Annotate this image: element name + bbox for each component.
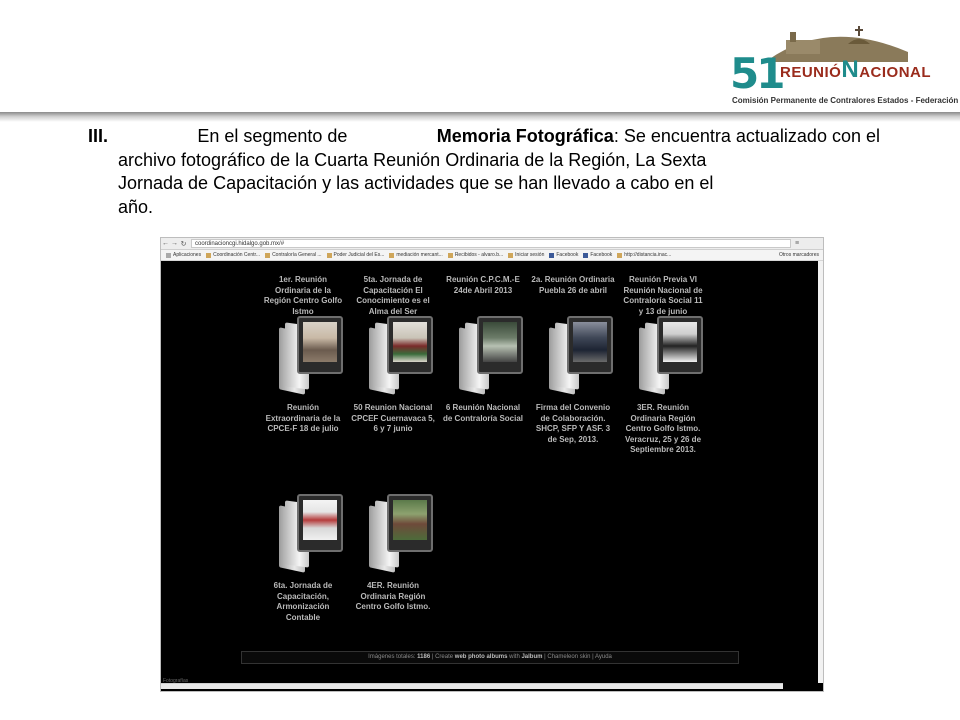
facebook-icon: [583, 253, 588, 258]
vertical-scrollbar[interactable]: [818, 261, 823, 683]
album-cover: [657, 316, 703, 374]
bookmark-icon: [265, 253, 270, 258]
photo-album-icon[interactable]: [367, 494, 437, 574]
logo-wordmark: REUNIÓNACIONAL: [780, 56, 932, 83]
bookmark-item[interactable]: Coordinación Centr...: [206, 252, 260, 258]
browser-screenshot: [160, 237, 824, 692]
gallery-content: [161, 261, 823, 691]
bookmark-item[interactable]: Facebook: [583, 252, 612, 258]
album-link[interactable]: [531, 403, 615, 445]
album-link[interactable]: [621, 275, 705, 317]
album-label: Firma del Convenio de Colaboración. SHCP, SFP Y ASF. 3 de Sep, 2013.: [535, 403, 611, 444]
facebook-icon: [549, 253, 554, 258]
photo-album-icon[interactable]: [547, 316, 617, 396]
album-label: 5ta. Jornada de Capacitación El Conocimiento es el Alma del Ser: [356, 275, 430, 316]
page-footer-label: Fotografías: [163, 678, 189, 684]
album-label: 6ta. Jornada de Capacitación, Armonización Contable: [273, 581, 333, 622]
web-photo-albums-link[interactable]: web photo albums: [454, 654, 508, 660]
bookmark-icon: [389, 253, 394, 258]
reload-icon[interactable]: ↻: [180, 240, 187, 248]
church-hill-icon: [768, 22, 908, 62]
gallery-footer: Imágenes totales: 1186 | Create web photo albums with Jalbum | Chameleon skin | Ayuda: [241, 651, 739, 664]
bookmark-item[interactable]: Contraloría General ...: [265, 252, 321, 258]
back-arrow-icon[interactable]: ←: [162, 240, 169, 247]
bookmark-icon: [166, 253, 171, 258]
photo-album-icon[interactable]: [277, 316, 347, 396]
photo-album-icon[interactable]: [367, 316, 437, 396]
album-link[interactable]: [351, 581, 435, 613]
header-divider: [0, 112, 960, 122]
bookmark-item[interactable]: Aplicaciones: [166, 252, 201, 258]
forward-arrow-icon[interactable]: →: [171, 240, 178, 247]
album-photo: [393, 322, 427, 362]
photo-album-icon[interactable]: [457, 316, 527, 396]
album-label: 1er. Reunión Ordinaria de la Región Centro Golfo Istmo: [263, 275, 343, 316]
paragraph-line-3: Jornada de Capacitación y las actividades que se han llevado a cabo en el: [118, 173, 714, 193]
album-link[interactable]: [441, 403, 525, 424]
bookmark-icon: [327, 253, 332, 258]
logo-number: 51: [730, 49, 783, 98]
bookmark-icon: [617, 253, 622, 258]
bookmark-item[interactable]: http://distancia.inac...: [617, 252, 671, 258]
album-link[interactable]: [441, 275, 525, 296]
bookmark-item[interactable]: Facebook: [549, 252, 578, 258]
horizontal-scrollbar[interactable]: [161, 683, 783, 689]
album-photo: [483, 322, 517, 362]
album-photo: [393, 500, 427, 540]
album-label: 50 Reunion Nacional CPCEF Cuernavaca 5, 6 y 7 junio: [351, 403, 435, 433]
album-cover: [297, 494, 343, 552]
album-link[interactable]: [261, 403, 345, 435]
album-cover: [387, 494, 433, 552]
album-label: Reunión Previa VI Reunión Nacional de Contraloría Social 11 y 13 de junio: [623, 275, 703, 316]
album-link[interactable]: [351, 403, 435, 435]
album-cover: [567, 316, 613, 374]
paragraph-line-2: archivo fotográfico de la Cuarta Reunión Ordinaria de la Región, La Sexta: [118, 149, 707, 170]
menu-icon[interactable]: ≡: [795, 240, 800, 247]
jalbum-link[interactable]: Jalbum: [521, 654, 543, 660]
bookmark-icon: [508, 253, 513, 258]
body-paragraph: [88, 125, 880, 219]
bookmark-item[interactable]: Recibidos - alvaro.b...: [448, 252, 503, 258]
album-label: 2a. Reunión Ordinaria Puebla 26 de abril: [531, 275, 615, 295]
album-photo: [663, 322, 697, 362]
browser-toolbar: [161, 238, 823, 250]
album-label: 3ER. Reunión Ordinaria Región Centro Golfo Istmo. Veracruz, 25 y 26 de Septiembre 2013.: [624, 403, 702, 454]
album-photo: [303, 322, 337, 362]
bookmark-icon: [206, 253, 211, 258]
bookmark-icon: [448, 253, 453, 258]
paragraph-line-4: año.: [118, 196, 154, 217]
address-bar[interactable]: coordinacioncgi.hidalgo.gob.mx/#: [191, 239, 791, 248]
album-link[interactable]: [621, 403, 705, 456]
album-label: 6 Reunión Nacional de Contraloría Social: [442, 403, 524, 423]
album-photo: [303, 500, 337, 540]
album-cover: [387, 316, 433, 374]
album-label: Reunión Extraordinaria de la CPCE-F 18 de julio: [265, 403, 341, 433]
bookmark-item[interactable]: Poder Judicial del Es...: [327, 252, 385, 258]
album-label: Reunión C.P.C.M.-E 24de Abril 2013: [446, 275, 520, 295]
album-link[interactable]: [531, 275, 615, 296]
reunion-nacional-logo: [728, 8, 959, 108]
photo-album-icon[interactable]: [637, 316, 707, 396]
bookmark-item[interactable]: mediación mercant...: [389, 252, 442, 258]
bookmarks-bar: [161, 250, 823, 261]
other-bookmarks[interactable]: Otros marcadores: [778, 252, 819, 258]
paragraph-line-1: III. En el segmento de Memoria Fotográfica: Se encuentra actualizado con el: [88, 126, 880, 146]
album-cover: [297, 316, 343, 374]
album-label: 4ER. Reunión Ordinaria Región Centro Golfo Istmo.: [355, 581, 431, 611]
album-photo: [573, 322, 607, 362]
album-link[interactable]: [351, 275, 435, 317]
album-link[interactable]: [261, 581, 345, 623]
album-cover: [477, 316, 523, 374]
bookmark-item[interactable]: Iniciar sesión: [508, 252, 544, 258]
logo-subtitle: Comisión Permanente de Contralores Estados - Federación: [732, 96, 959, 105]
photo-album-icon[interactable]: [277, 494, 347, 574]
album-link[interactable]: [261, 275, 345, 317]
